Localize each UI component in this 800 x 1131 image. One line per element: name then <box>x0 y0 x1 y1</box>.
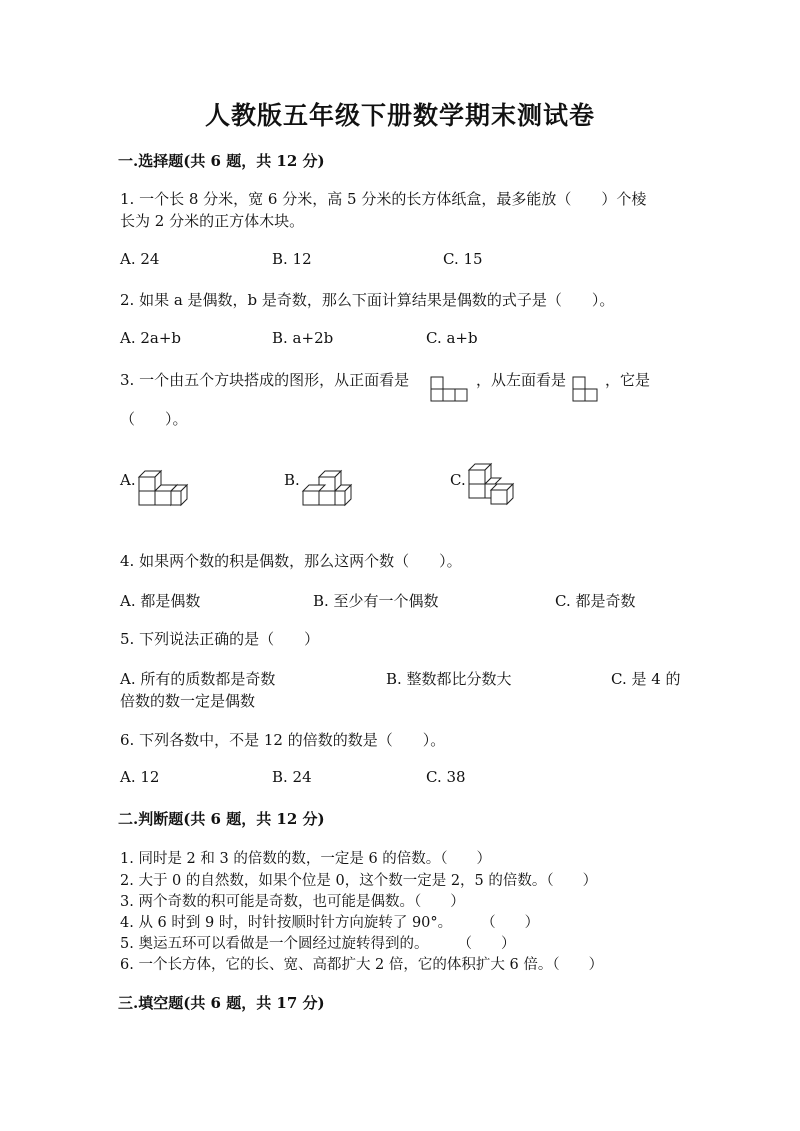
option-c-cube-figure <box>468 462 518 508</box>
left-view-top-square <box>573 377 585 389</box>
option-a-cube-figure <box>138 465 190 509</box>
cube-a-3 <box>171 485 187 505</box>
judgement-item-3: 3. 两个奇数的积可能是奇数，也可能是偶数。（ ） <box>120 894 465 910</box>
question-4-text: 4. 如果两个数的积是偶数，那么这两个数（ ）。 <box>120 552 462 570</box>
question-4-option-a: A. 都是偶数 <box>120 592 201 610</box>
question-1-option-b: B. 12 <box>272 250 312 268</box>
section-heading-choice: 一.选择题(共 6 题，共 12 分) <box>118 152 325 170</box>
question-2-option-b: B. a+2b <box>272 329 334 347</box>
judgement-item-6: 6. 一个长方体，它的长、宽、高都扩大 2 倍，它的体积扩大 6 倍。（ ） <box>120 957 604 973</box>
question-1-line-1: 1. 一个长 8 分米，宽 6 分米，高 5 分米的长方体纸盒，最多能放（ ）个棱 <box>120 190 647 208</box>
front-view-top-square <box>431 377 443 389</box>
question-5-option-b: B. 整数都比分数大 <box>386 670 512 688</box>
question-2-option-a: A. 2a+b <box>120 329 182 347</box>
question-4-option-b: B. 至少有一个偶数 <box>313 592 439 610</box>
question-4-option-c: C. 都是奇数 <box>555 592 636 610</box>
question-6-option-c: C. 38 <box>426 768 466 786</box>
judgement-item-2: 2. 大于 0 的自然数，如果个位是 0，这个数一定是 2，5 的倍数。（ ） <box>120 873 598 889</box>
cube-b-3 <box>319 491 335 505</box>
question-5-option-a: A. 所有的质数都是奇数 <box>120 670 276 688</box>
question-3-option-a: A. <box>120 471 136 489</box>
question-6-option-b: B. 24 <box>272 768 312 786</box>
left-view-bottom-square-1 <box>573 389 585 401</box>
question-5-text: 5. 下列说法正确的是（ ） <box>120 630 320 648</box>
front-view-figure <box>430 376 472 406</box>
question-6-text: 6. 下列各数中，不是 12 的倍数的数是（ ）。 <box>120 731 446 749</box>
question-2-text: 2. 如果 a 是偶数，b 是奇数，那么下面计算结果是偶数的式子是（ ）。 <box>120 291 615 309</box>
question-6-option-a: A. 12 <box>120 768 160 786</box>
question-3-option-b: B. <box>284 471 300 489</box>
section-heading-judgement: 二.判断题(共 6 题，共 12 分) <box>118 810 325 828</box>
question-5-option-c: C. 是 4 的 <box>611 670 681 688</box>
option-b-cube-figure <box>302 465 354 509</box>
question-1-option-c: C. 15 <box>443 250 483 268</box>
cube-a-4 <box>139 491 155 505</box>
question-3-part-3: ，它是 <box>605 371 651 389</box>
question-1-line-2: 长为 2 分米的正方体木块。 <box>120 212 305 230</box>
question-3-part-2: ，从左面看是 <box>476 371 567 389</box>
cube-c-2 <box>469 484 485 498</box>
question-1-option-a: A. 24 <box>120 250 160 268</box>
left-view-figure <box>572 376 602 406</box>
front-view-bottom-square-1 <box>431 389 443 401</box>
question-5-option-c-line-2: 倍数的数一定是偶数 <box>120 692 256 710</box>
page-title: 人教版五年级下册数学期末测试卷 <box>204 101 595 130</box>
judgement-item-5: 5. 奥运五环可以看做是一个圆经过旋转得到的。 （ ） <box>120 936 516 952</box>
judgement-item-1: 1. 同时是 2 和 3 的倍数的数，一定是 6 的倍数。（ ） <box>120 851 492 867</box>
cube-c-4 <box>491 484 513 504</box>
question-2-option-c: C. a+b <box>426 329 478 347</box>
judgement-item-4: 4. 从 6 时到 9 时，时针按顺时针方向旋转了 90°。 （ ） <box>120 915 540 931</box>
question-3-option-c: C. <box>450 471 466 489</box>
front-view-bottom-square-2 <box>443 389 455 401</box>
question-3-line-2: （ ）。 <box>120 410 188 428</box>
front-view-bottom-square-3 <box>455 389 467 401</box>
section-heading-fill-in: 三.填空题(共 6 题，共 17 分) <box>118 994 325 1012</box>
question-3-part-1: 3. 一个由五个方块搭成的图形，从正面看是 <box>120 371 410 389</box>
left-view-bottom-square-2 <box>585 389 597 401</box>
cube-b-4 <box>335 485 351 505</box>
